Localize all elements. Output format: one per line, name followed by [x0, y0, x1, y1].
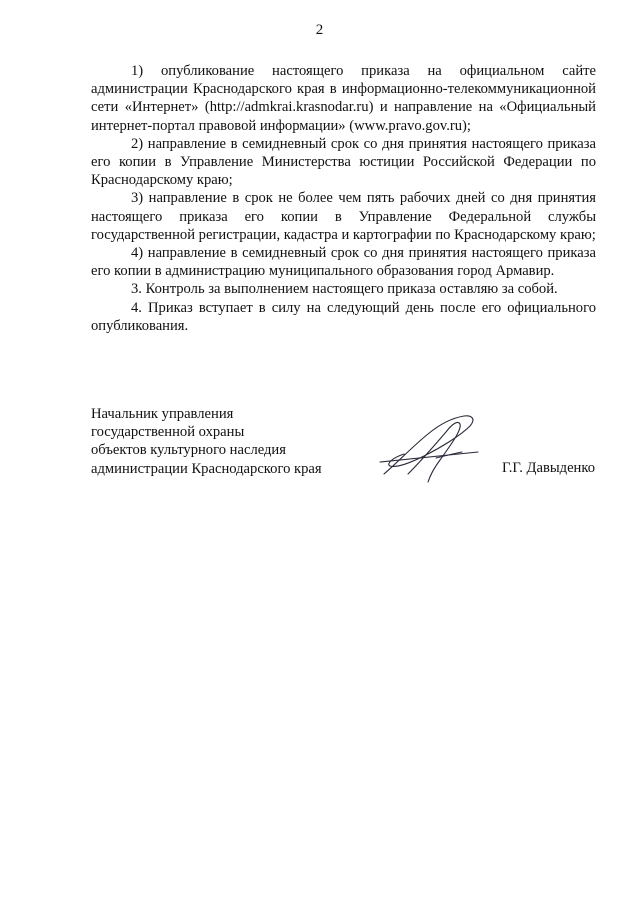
- signatory-title: [91, 405, 391, 478]
- page-number: 2: [315, 22, 324, 38]
- paragraph-item-4: 4) направление в семидневный срок со дня принятия настоящего приказа его копии в администрацию муниципального образования город Армавир.: [91, 245, 596, 280]
- signatory-title-line: администрации Краснодарского края: [91, 460, 322, 477]
- document-body: [91, 62, 596, 335]
- signatory-title-line: объектов культурного наследия: [91, 442, 286, 459]
- signatory-name: Г.Г. Давыденко: [501, 460, 595, 476]
- paragraph-control: 3. Контроль за выполнением настоящего приказа оставляю за собой.: [131, 281, 558, 298]
- paragraph-item-1: 1) опубликование настоящего приказа на официальном сайте администрации Краснодарского края в информационно-телекоммуникационной сети «Интернет» (http://admkrai.krasnodar.ru) и направление на «Официальный интернет-портал правовой информации» (www.pravo.gov.ru);: [91, 63, 596, 134]
- signatory-title-line: Начальник управления: [91, 406, 234, 422]
- paragraph-effective-date: 4. Приказ вступает в силу на следующий день после его официального опубликования.: [91, 299, 596, 334]
- paragraph-item-2: 2) направление в семидневный срок со дня принятия настоящего приказа его копии в Управление Министерства юстиции Российской Федерации по Краснодарскому краю;: [91, 135, 596, 189]
- paragraph-item-3: 3) направление в срок не более чем пять рабочих дней со дня принятия настоящего приказа его копии в Управление Федеральной службы государственной регистрации, кадастра и картографии по Краснодарскому краю;: [91, 190, 596, 243]
- handwritten-signature: [378, 412, 483, 486]
- signatory-title-line: государственной охраны: [91, 424, 245, 441]
